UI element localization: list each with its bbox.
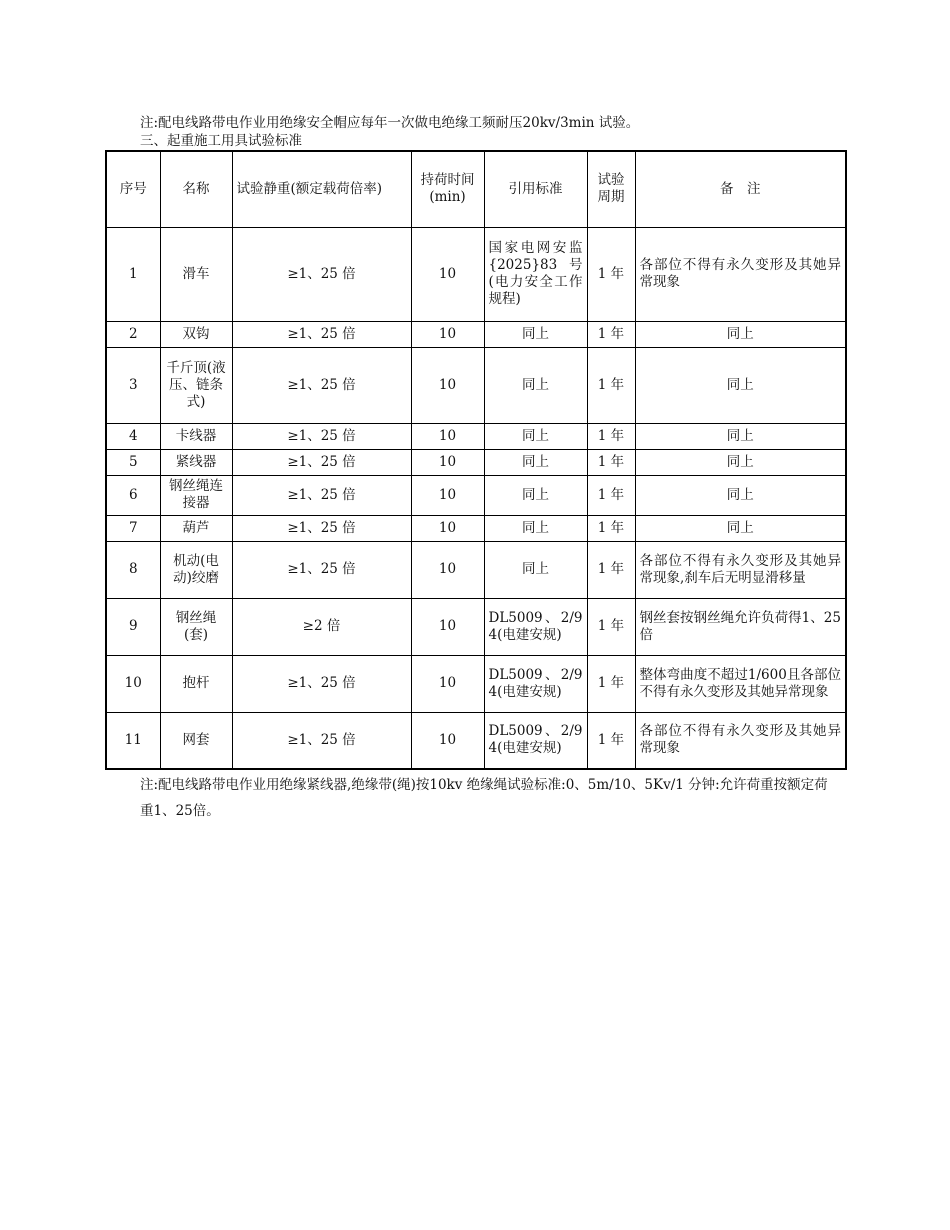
cell-time: 10 — [411, 655, 484, 712]
header-row — [106, 151, 846, 227]
cell-no: 11 — [106, 712, 160, 769]
cell-standard: DL5009、2/94(电建安规) — [484, 655, 587, 712]
cell-no: 1 — [106, 227, 160, 321]
cell-period: 1 年 — [587, 347, 635, 423]
cell-time: 10 — [411, 321, 484, 347]
table-row — [106, 227, 846, 321]
cell-time: 10 — [411, 712, 484, 769]
cell-no: 6 — [106, 475, 160, 515]
cell-no: 4 — [106, 423, 160, 449]
table-row — [106, 449, 846, 475]
cell-period: 1 年 — [587, 655, 635, 712]
cell-name: 机动(电动)绞磨 — [160, 541, 232, 598]
cell-time: 10 — [411, 598, 484, 655]
cell-period: 1 年 — [587, 515, 635, 541]
cell-remark: 同上 — [635, 423, 846, 449]
bottom-note: 注:配电线路带电作业用绝缘紧线器,绝缘带(绳)按10kv 绝缘绳试验标准:0、5m/10、5Kv/1 分钟:允许荷重按额定荷重1、25倍。 — [140, 777, 828, 819]
table-row — [106, 598, 846, 655]
cell-standard: 同上 — [484, 347, 587, 423]
cell-remark: 整体弯曲度不超过1/600且各部位不得有永久变形及其她异常现象 — [635, 655, 846, 712]
cell-name: 钢丝绳(套) — [160, 598, 232, 655]
cell-name: 葫芦 — [160, 515, 232, 541]
cell-period: 1 年 — [587, 712, 635, 769]
col-header-name: 名称 — [160, 151, 232, 227]
cell-standard: 同上 — [484, 475, 587, 515]
col-header-period: 试验周期 — [587, 151, 635, 227]
cell-period: 1 年 — [587, 423, 635, 449]
cell-period: 1 年 — [587, 321, 635, 347]
cell-no: 3 — [106, 347, 160, 423]
cell-period: 1 年 — [587, 227, 635, 321]
cell-time: 10 — [411, 423, 484, 449]
cell-load: ≥1、25 倍 — [232, 321, 411, 347]
cell-time: 10 — [411, 449, 484, 475]
cell-period: 1 年 — [587, 475, 635, 515]
cell-name: 紧线器 — [160, 449, 232, 475]
table-row — [106, 541, 846, 598]
cell-no: 8 — [106, 541, 160, 598]
cell-period: 1 年 — [587, 598, 635, 655]
cell-load: ≥1、25 倍 — [232, 449, 411, 475]
cell-no: 2 — [106, 321, 160, 347]
cell-time: 10 — [411, 515, 484, 541]
table-row — [106, 321, 846, 347]
table-row — [106, 423, 846, 449]
cell-name: 钢丝绳连接器 — [160, 475, 232, 515]
section-title: 三、起重施工用具试验标准 — [140, 133, 302, 149]
cell-no: 9 — [106, 598, 160, 655]
table-row — [106, 712, 846, 769]
col-header-hold-time: 持荷时间(min) — [411, 151, 484, 227]
col-header-no: 序号 — [106, 151, 160, 227]
cell-no: 7 — [106, 515, 160, 541]
cell-name: 卡线器 — [160, 423, 232, 449]
cell-period: 1 年 — [587, 449, 635, 475]
cell-time: 10 — [411, 347, 484, 423]
cell-remark: 各部位不得有永久变形及其她异常现象 — [635, 227, 846, 321]
cell-standard: DL5009、2/94(电建安规) — [484, 598, 587, 655]
cell-standard: 同上 — [484, 541, 587, 598]
cell-name: 千斤顶(液压、链条式) — [160, 347, 232, 423]
cell-time: 10 — [411, 541, 484, 598]
col-header-remark: 备 注 — [635, 151, 846, 227]
cell-standard: 同上 — [484, 449, 587, 475]
table-row — [106, 475, 846, 515]
cell-standard: 国家电网安监{2025}83号(电力安全工作规程) — [484, 227, 587, 321]
cell-no: 10 — [106, 655, 160, 712]
cell-standard: 同上 — [484, 515, 587, 541]
cell-time: 10 — [411, 227, 484, 321]
cell-load: ≥2 倍 — [232, 598, 411, 655]
cell-remark: 同上 — [635, 475, 846, 515]
lifting-tools-test-table — [105, 150, 847, 770]
col-header-standard: 引用标准 — [484, 151, 587, 227]
cell-load: ≥1、25 倍 — [232, 655, 411, 712]
cell-standard: 同上 — [484, 423, 587, 449]
col-header-static-load: 试验静重(额定载荷倍率) — [232, 151, 411, 227]
cell-remark: 同上 — [635, 347, 846, 423]
cell-remark: 各部位不得有永久变形及其她异常现象,刹车后无明显滑移量 — [635, 541, 846, 598]
cell-load: ≥1、25 倍 — [232, 347, 411, 423]
cell-standard: DL5009、2/94(电建安规) — [484, 712, 587, 769]
table-row — [106, 515, 846, 541]
cell-no: 5 — [106, 449, 160, 475]
table-row — [106, 655, 846, 712]
cell-name: 网套 — [160, 712, 232, 769]
cell-remark: 钢丝套按钢丝绳允许负荷得1、25倍 — [635, 598, 846, 655]
cell-name: 滑车 — [160, 227, 232, 321]
table-row — [106, 347, 846, 423]
top-note: 注:配电线路带电作业用绝缘安全帽应每年一次做电绝缘工频耐压20kv/3min 试验。 — [140, 115, 640, 131]
cell-remark: 同上 — [635, 449, 846, 475]
cell-remark: 同上 — [635, 515, 846, 541]
cell-period: 1 年 — [587, 541, 635, 598]
cell-load: ≥1、25 倍 — [232, 712, 411, 769]
cell-load: ≥1、25 倍 — [232, 475, 411, 515]
cell-load: ≥1、25 倍 — [232, 423, 411, 449]
cell-name: 抱杆 — [160, 655, 232, 712]
cell-load: ≥1、25 倍 — [232, 541, 411, 598]
cell-load: ≥1、25 倍 — [232, 227, 411, 321]
cell-time: 10 — [411, 475, 484, 515]
cell-standard: 同上 — [484, 321, 587, 347]
cell-load: ≥1、25 倍 — [232, 515, 411, 541]
cell-remark: 同上 — [635, 321, 846, 347]
cell-name: 双钩 — [160, 321, 232, 347]
cell-remark: 各部位不得有永久变形及其她异常现象 — [635, 712, 846, 769]
